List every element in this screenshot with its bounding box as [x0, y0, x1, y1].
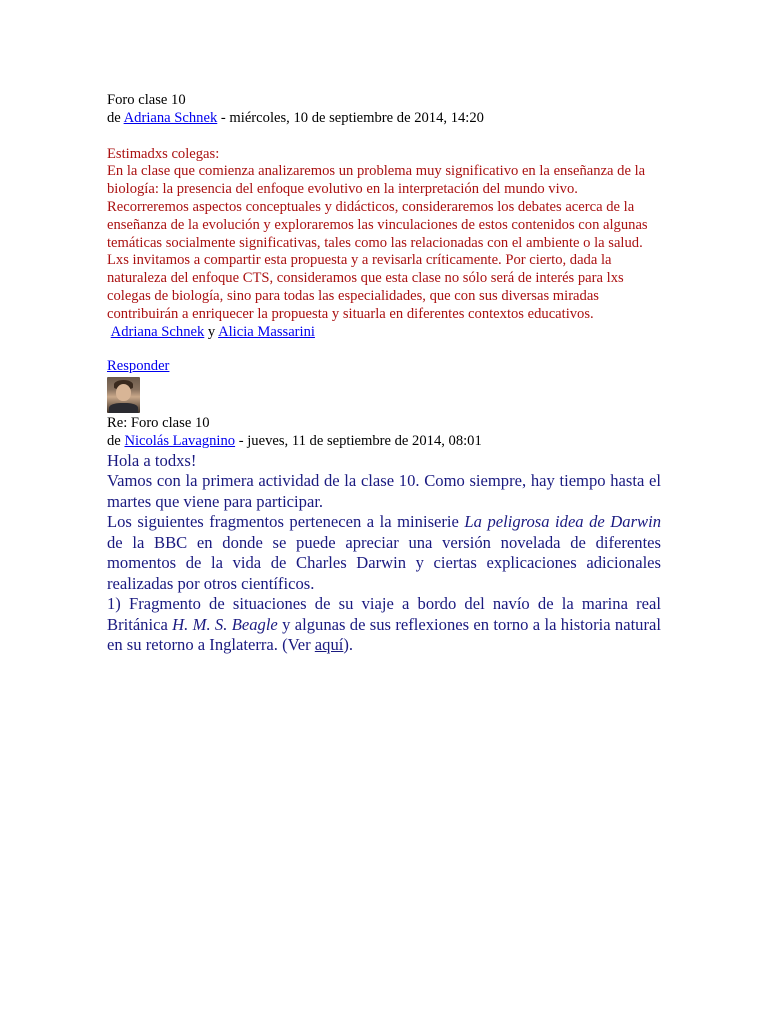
byline-sep: -	[217, 109, 230, 126]
forum-page	[107, 92, 661, 656]
reply-paragraph-3	[107, 594, 661, 656]
reply-action	[107, 358, 661, 376]
p3-italic-ship: H. M. S. Beagle	[172, 614, 278, 634]
intro-paragraph-2: Lxs invitamos a compartir esta propuesta y a revisarla críticamente. Por cierto, dada la naturaleza del enfoque CTS, consideramos que esta clase no sólo será de interés para lxs colegas de biología, sino para todas las especialidades, que con sus diversas miradas contribuirán a enriquecer la propuesta y situarla en diferentes contextos educativos.	[107, 252, 624, 322]
p3-text-c: ).	[343, 635, 354, 655]
reply-byline	[107, 433, 661, 451]
intro-signature	[107, 324, 661, 342]
p2-italic-title: La peligrosa idea de Darwin	[464, 512, 662, 532]
intro-greeting: Estimadxs colegas:	[107, 145, 220, 162]
author-link-nicolas[interactable]: Nicolás Lavagnino	[124, 432, 236, 449]
signature-link-alicia[interactable]: Alicia Massarini	[218, 323, 315, 340]
reply-message	[107, 451, 661, 656]
reply-byline-prefix: de	[107, 432, 125, 449]
reply-paragraph-1: Vamos con la primera actividad de la clase 10. Como siempre, hay tiempo hasta el martes que viene para participar.	[107, 471, 661, 511]
avatar[interactable]	[107, 377, 140, 413]
thread-title: Foro clase 10	[107, 92, 186, 108]
video-link-aqui[interactable]: aquí	[314, 635, 344, 655]
signature-and: y	[204, 323, 219, 340]
reply-title: Re: Foro clase 10	[107, 415, 210, 432]
byline-prefix: de	[107, 109, 124, 126]
p2-text-a: Los siguientes fragmentos pertenecen a la miniserie	[107, 512, 465, 532]
author-link-adriana[interactable]: Adriana Schnek	[123, 109, 218, 126]
avatar-shirt	[109, 403, 138, 413]
avatar-face	[116, 384, 131, 401]
p2-text-b: de la BBC en donde se puede apreciar una versión novelada de diferentes momentos de la vida de Charles Darwin y ciertas explicaciones adicionales realizadas por otros científicos.	[107, 532, 661, 593]
thread-date: miércoles, 10 de septiembre de 2014, 14:20	[229, 109, 484, 126]
signature-link-adriana[interactable]: Adriana Schnek	[110, 323, 205, 340]
p3-text-a: 1) Fragmento de situaciones de su viaje a bordo del navío de la marina real Británica	[107, 594, 661, 634]
reply-button[interactable]: Responder	[107, 358, 170, 375]
intro-paragraph-1: En la clase que comienza analizaremos un problema muy significativo en la enseñanza de la biología: la presencia del enfoque evolutivo en la interpretación del mundo vivo. Recorreremos aspectos conceptuales y didácticos, consideraremos los debates acerca de la enseñanza de la evolución y exploraremos las vinculaciones de estos contenidos con algunas temáticas socialmente significativas, tales como las relacionadas con el ambiente o la salud.	[107, 163, 648, 251]
thread-byline	[107, 110, 661, 128]
reply-date: jueves, 11 de septiembre de 2014, 08:01	[247, 432, 482, 449]
intro-message	[107, 146, 661, 342]
reply-byline-sep: -	[235, 432, 248, 449]
reply-greeting: Hola a todxs!	[107, 450, 197, 470]
reply-paragraph-2	[107, 512, 661, 594]
p3-text-b: y algunas de sus reflexiones en torno a la historia natural en su retorno a Inglaterra. (Ver	[107, 614, 661, 655]
